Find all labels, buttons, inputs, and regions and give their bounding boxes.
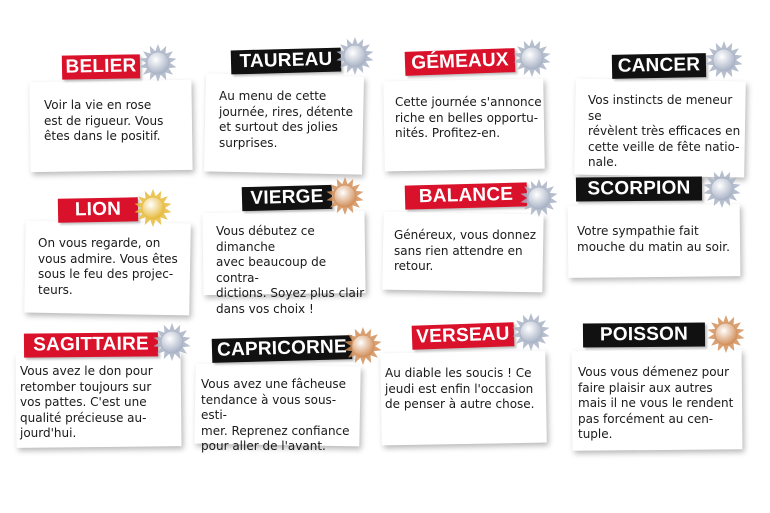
card-text: Vos instincts de meneur se révèlent très efficaces en cette veille de fête natio- nale. <box>588 93 741 169</box>
sign-label: GÉMEAUX <box>405 48 516 76</box>
card-text: Vous vous démenez pour faire plaisir aux autres mais il ne vous le rendent pas forcément au cen- tuple. <box>578 365 734 441</box>
sign-label: LION <box>58 197 138 222</box>
sign-label: POISSON <box>583 322 705 347</box>
card-text: Vous avez le don pour retomber toujours sur vos pattes. C'est une qualité précieuse au- jourd'hui. <box>20 364 153 440</box>
card-text: Généreux, vous donnez sans rien attendre en retour. <box>394 228 537 273</box>
sun-icon <box>511 312 551 352</box>
sign-label: SCORPION <box>576 176 702 201</box>
sun-icon <box>133 188 173 228</box>
sign-label: TAUREAU <box>231 48 342 75</box>
sign-label: BELIER <box>62 54 140 79</box>
sun-icon <box>335 36 375 76</box>
card-text: Au diable les soucis ! Ce jeudi est enfin l'occasion de penser à autre chose. <box>385 366 535 411</box>
card-text: Voir la vie en rose est de rigueur. Vous êtes dans le positif. <box>44 98 164 143</box>
sun-icon <box>343 326 383 366</box>
card-text: Au menu de cette journée, rires, détente et surtout des jolies surprises. <box>219 89 353 150</box>
sun-icon <box>519 178 559 218</box>
sun-icon <box>706 314 746 354</box>
card-text: Vous avez une fâcheuse tendance à vous sous-esti- mer. Reprenez confiance pour aller de l'avant. <box>201 377 350 453</box>
sun-icon <box>325 176 365 216</box>
card-text: Cette journée s'annonce riche en belles opportu- nités. Profitez-en. <box>395 95 542 140</box>
card-text: Vous débutez ce dimanche avec beaucoup de contra- dictions. Soyez plus clair dans vos choix ! <box>216 224 365 316</box>
card-text: On vous regarde, on vous admire. Vous êtes sous le feu des projec- teurs. <box>38 236 178 297</box>
sign-label: BALANCE <box>405 182 528 209</box>
card-text: Votre sympathie fait mouche du matin au soir. <box>577 224 730 254</box>
sun-icon <box>702 169 742 209</box>
sign-label: CANCER <box>612 53 706 79</box>
sign-label: CAPRICORNE <box>212 335 353 363</box>
sign-label: SAGITTAIRE <box>24 332 158 357</box>
sun-icon <box>512 38 552 78</box>
sign-label: VERSEAU <box>412 322 515 350</box>
sun-icon <box>152 322 192 362</box>
sun-icon <box>138 43 178 83</box>
sun-icon <box>704 40 744 80</box>
sign-label: VIERGE <box>242 185 333 211</box>
